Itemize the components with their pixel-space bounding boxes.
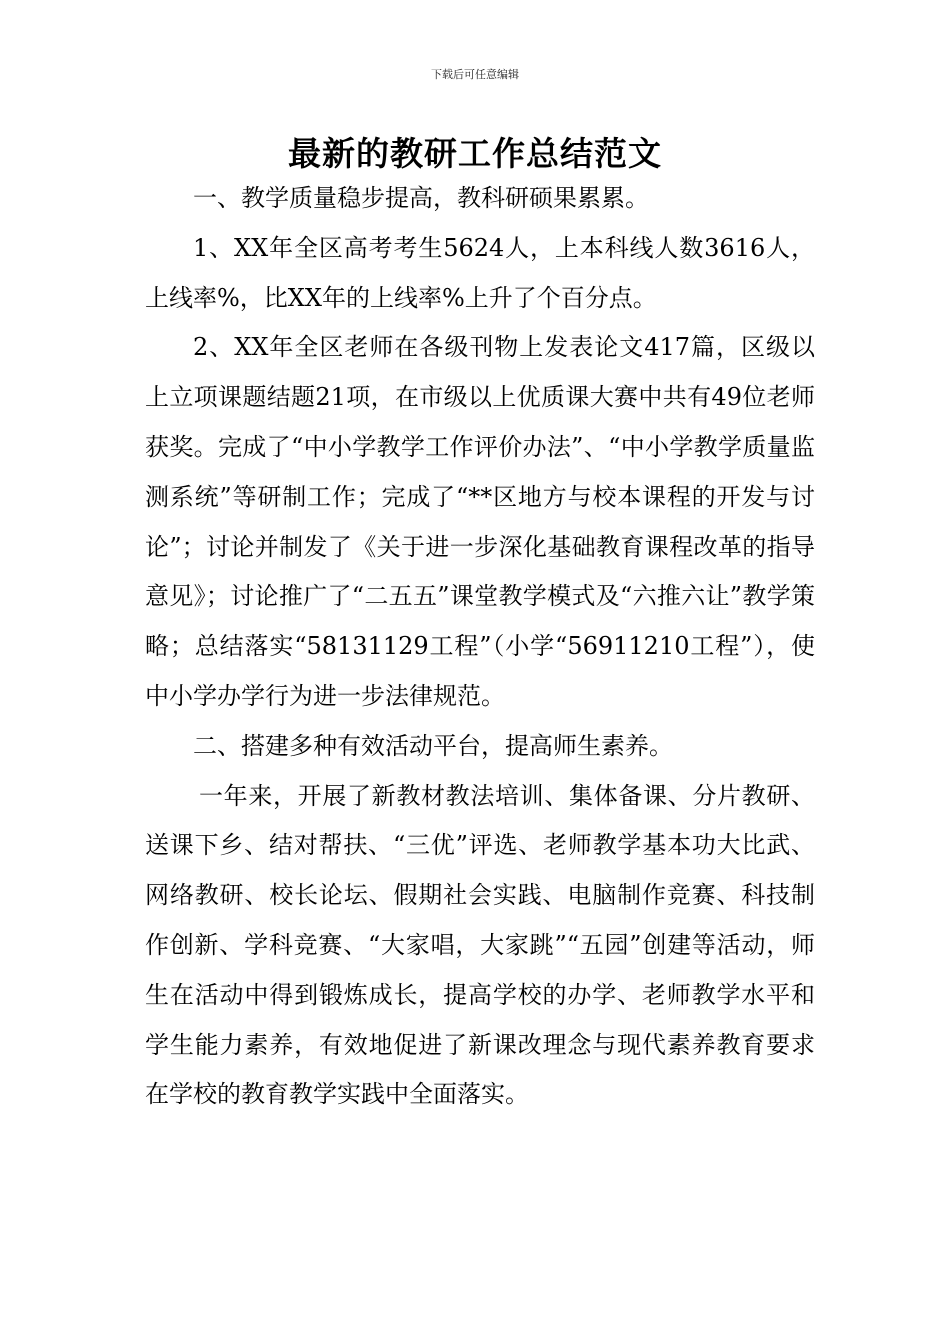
- paragraph-item-2: 2、XX年全区老师在各级刊物上发表论文417篇，区级以上立项课题结题21项，在市级以上优质课大赛中共有49位老师获奖。完成了“中小学教学工作评价办法”、“中小学教学质量监测系统”等研制工作；完成了“**区地方与校本课程的开发与讨论”；讨论并制发了《关于进一步深化基础教育课程改革的指导意见》；讨论推广了“二五五”课堂教学模式及“六推六让”教学策略；总结落实“58131129工程”（小学“56911210工程”），使中小学办学行为进一步法律规范。: [145, 333, 815, 710]
- document-title: 最新的教研工作总结范文: [288, 134, 662, 173]
- header-note: 下载后可任意编辑: [431, 68, 519, 81]
- paragraph-activities: 一年来，开展了新教材教法培训、集体备课、分片教研、送课下乡、结对帮扶、“三优”评选、老师教学基本功大比武、网络教研、校长论坛、假期社会实践、电脑制作竞赛、科技制作创新、学科竞赛、“大家唱，大家跳”“五园”创建等活动，师生在活动中得到锻炼成长，提高学校的办学、老师教学水平和学生能力素养，有效地促进了新课改理念与现代素养教育要求在学校的教育教学实践中全面落实。: [145, 781, 815, 1109]
- section-heading-2: 二、搭建多种有效活动平台，提高师生素养。: [193, 731, 673, 760]
- section-heading-1: 一、教学质量稳步提高，教科研硕果累累。: [193, 184, 649, 212]
- document-body: [145, 174, 815, 1120]
- paragraph-item-1: 1、XX年全区高考考生5624人，上本科线人数3616人，上线率%，比XX年的上线率%上升了个百分点。: [145, 233, 815, 312]
